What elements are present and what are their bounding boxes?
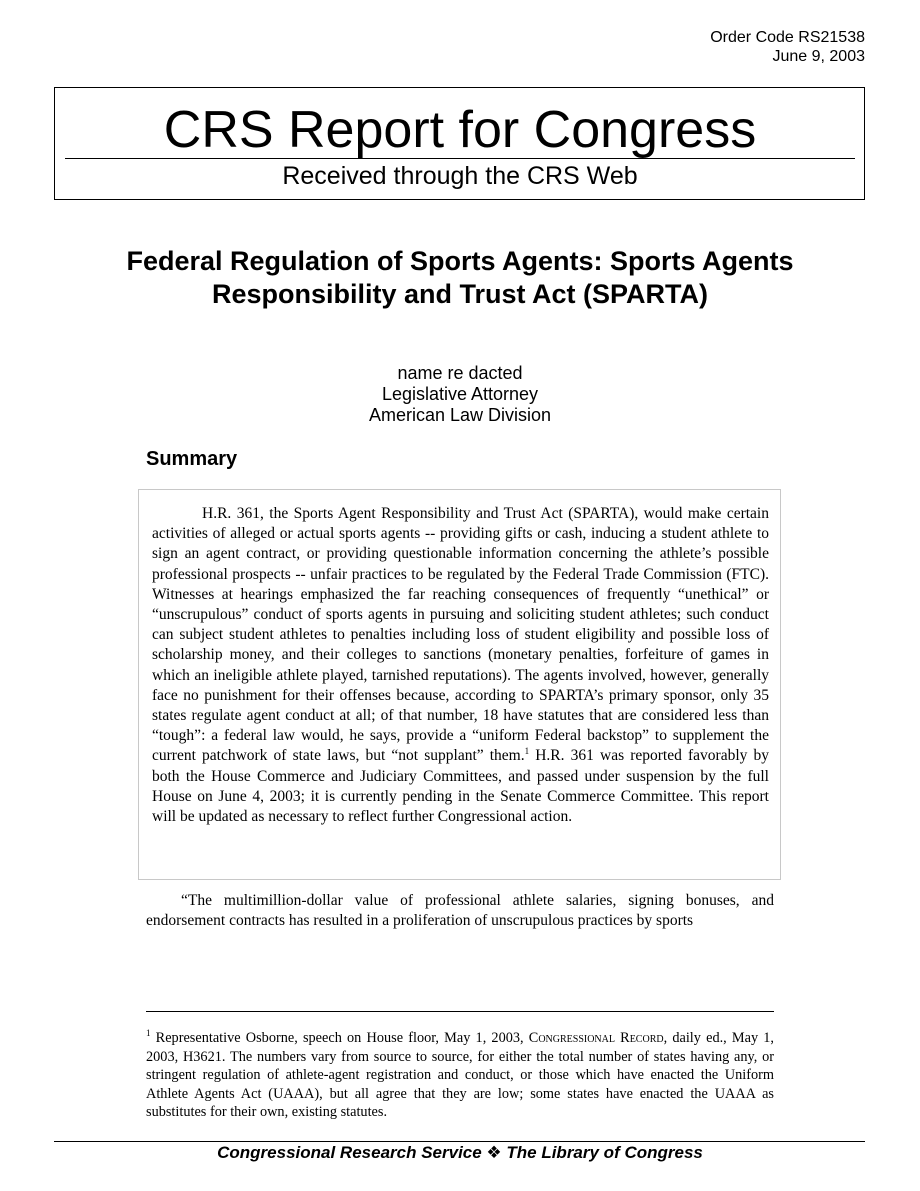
summary-text [152, 504, 769, 827]
author-role: Legislative Attorney [381, 384, 539, 404]
footnote-citation: Congressional Record [528, 1030, 664, 1046]
footnote-reference[interactable]: 1 [524, 746, 530, 757]
page-footer: Congressional Research Service ❖ The Library of Congress [217, 1143, 703, 1162]
footnote-text-before: Representative Osborne, speech on House floor, May 1, 2003, [150, 1030, 529, 1046]
footnote-text-after: , daily ed., May 1, 2003, H3621. The numbers vary from source to source, for either the total number of states having any, or stringent regulation of athlete-agent registration and conduct, or those which have enacted the Uniform Athlete Agents Act (UAAA), but all agree that they are low; some states have enacted the UAAA as substitutes for their own, existing statutes. [146, 1030, 775, 1120]
header-divider [65, 158, 855, 159]
author-block [0, 363, 920, 426]
author-name: name re dacted [397, 363, 523, 383]
body-paragraph: “The multimillion-dollar value of professional athlete salaries, signing bonuses, and endorsement contracts has resulted in a proliferation of unscrupulous practices by sports [146, 892, 774, 930]
author-division: American Law Division [368, 405, 552, 425]
footnote-number: 1 [146, 1028, 151, 1039]
report-header-title: CRS Report for Congress [163, 101, 757, 159]
summary-heading: Summary [146, 448, 238, 470]
order-info [710, 28, 865, 66]
summary-text-part1: H.R. 361, the Sports Agent Responsibility and Trust Act (SPARTA), would make certain activities of alleged or actual sports agents -- providing gifts or cash, inducing a student athlete to sign an agent contract, or providing questionable information concerning the athlete’s possible professional prospects -- unfair practices to be regulated by the Federal Trade Commission (FTC). Witnesses at hearings emphasized the far reaching consequences of frequently “unethical” or “unscrupulous” conduct of sports agents in pursuing and soliciting student athletes; such conduct can subject student athletes to penalties including loss of student eligibility and possible loss of scholarship money, and their colleges to sanctions (monetary penalties, forfeiture of games in which an ineligible athlete played, tarnished reputations). The agents involved, however, generally face no punishment for their offenses because, according to SPARTA’s primary sponsor, only 35 states regulate agent conduct at all; of that number, 18 have statutes that are considered less than “tough”: a federal law would, he says, provide a “uniform Federal backstop” to supplement the current patchwork of state laws, but “not supplant” them. [152, 505, 769, 765]
report-header-subtitle: Received through the CRS Web [282, 162, 638, 190]
footnote [146, 1029, 774, 1122]
footnote-divider [146, 1011, 774, 1012]
footer-divider [54, 1141, 865, 1142]
document-title: Federal Regulation of Sports Agents: Sports Agents Responsibility and Trust Act (SPARTA) [126, 246, 794, 309]
summary-text-part2: H.R. 361 was reported favorably by both the House Commerce and Judiciary Committees, and passed under suspension by the full House on June 4, 2003; it is currently pending in the Senate Commerce Committee. This report will be updated as necessary to reflect further Congressional action. [152, 747, 769, 826]
report-date: June 9, 2003 [772, 48, 865, 65]
order-code: Order Code RS21538 [710, 29, 865, 46]
